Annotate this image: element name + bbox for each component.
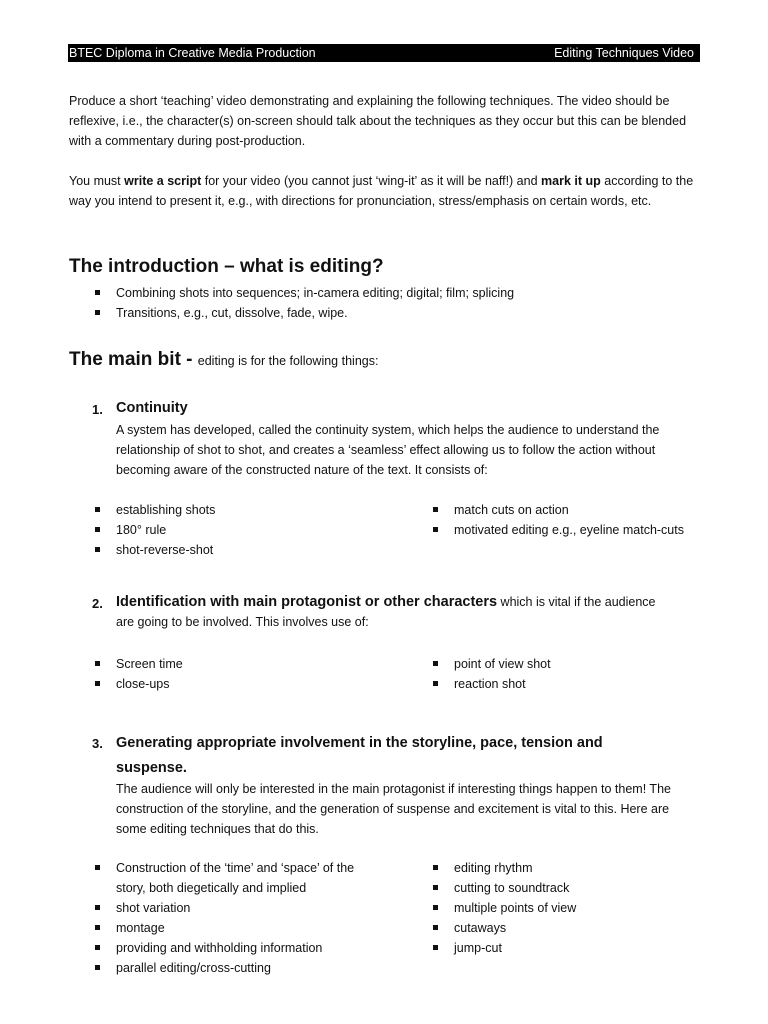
- section-title: Identification with main protagonist or other characters: [116, 594, 498, 610]
- script-instruction-paragraph: [69, 171, 699, 211]
- section-title-paragraph: [116, 592, 676, 632]
- list-item: jump-cut: [430, 938, 700, 958]
- section-number: 2.: [92, 596, 103, 611]
- list-item: reaction shot: [430, 674, 700, 694]
- section-right-list: [430, 500, 700, 540]
- list-item: montage: [92, 918, 372, 938]
- section-number: 3.: [92, 736, 103, 751]
- list-item: match cuts on action: [430, 500, 700, 520]
- section-body: A system has developed, called the continuity system, which helps the audience to understand the relationship of shot to shot, and creates a ‘seamless’ effect allowing us to follow the action without becoming aware of the constructed nature of the text. It consists of:: [116, 423, 660, 477]
- section-left-list: [92, 500, 392, 560]
- list-item: providing and withholding information: [92, 938, 372, 958]
- script-instruction-text: You must: [69, 174, 125, 188]
- header-course-title: BTEC Diploma in Creative Media Production: [69, 46, 316, 60]
- list-item: establishing shots: [92, 500, 392, 520]
- list-item: cutting to soundtrack: [430, 878, 700, 898]
- list-item: Screen time: [92, 654, 392, 674]
- list-item: motivated editing e.g., eyeline match-cuts: [430, 520, 684, 540]
- list-item: editing rhythm: [430, 858, 700, 878]
- main-subheading: editing is for the following things:: [197, 354, 379, 368]
- section-body: The audience will only be interested in the main protagonist if interesting things happen to them! The construction of the storyline, and the generation of suspense and excitement is vital to this. Here are some editing techniques that do this.: [116, 782, 671, 836]
- section-right-list: [430, 654, 700, 694]
- introduction-list: [92, 283, 652, 323]
- section-title: Generating appropriate involvement in the storyline, pace, tension and suspense.: [116, 735, 603, 776]
- list-item: cutaways: [430, 918, 700, 938]
- main-heading: [69, 348, 378, 373]
- section-number: 1.: [92, 402, 103, 417]
- list-item: shot variation: [92, 898, 372, 918]
- list-item: Combining shots into sequences; in-camera editing; digital; film; splicing: [92, 283, 652, 303]
- page-header: [68, 44, 700, 62]
- list-item: shot-reverse-shot: [92, 540, 392, 560]
- script-instruction-text: for your video (you cannot just ‘wing-it’ as it will be naff!) and: [201, 174, 542, 188]
- section-left-list: [92, 858, 372, 978]
- intro-paragraph: Produce a short ‘teaching’ video demonstrating and explaining the following techniques. The video should be reflexive, i.e., the character(s) on-screen should talk about the techniques as they occur but this can be blended with a commentary during post-production.: [69, 94, 687, 148]
- list-item: 180° rule: [92, 520, 392, 540]
- section-title-rest: which is vital if the audience are going to be involved. This involves use of:: [116, 595, 656, 629]
- main-heading-text: The main bit -: [69, 349, 198, 370]
- script-instruction-text: according to the way you intend to present it, e.g., with directions for pronunciation, stress/emphasis on certain words, etc.: [69, 174, 694, 208]
- list-item: Transitions, e.g., cut, dissolve, fade, wipe.: [92, 303, 652, 323]
- list-item: multiple points of view: [430, 898, 700, 918]
- header-document-title: Editing Techniques Video: [554, 46, 694, 60]
- markup-emphasis: mark it up: [541, 174, 601, 188]
- section-right-list: [430, 858, 700, 958]
- list-item: point of view shot: [430, 654, 700, 674]
- list-item: close-ups: [92, 674, 392, 694]
- section-title: Continuity: [116, 400, 188, 416]
- list-item: parallel editing/cross-cutting: [92, 958, 372, 978]
- script-emphasis: write a script: [124, 174, 202, 188]
- section-left-list: [92, 654, 392, 694]
- list-item: Construction of the ‘time’ and ‘space’ of the story, both diegetically and implied: [92, 858, 372, 898]
- introduction-heading: The introduction – what is editing?: [69, 256, 384, 277]
